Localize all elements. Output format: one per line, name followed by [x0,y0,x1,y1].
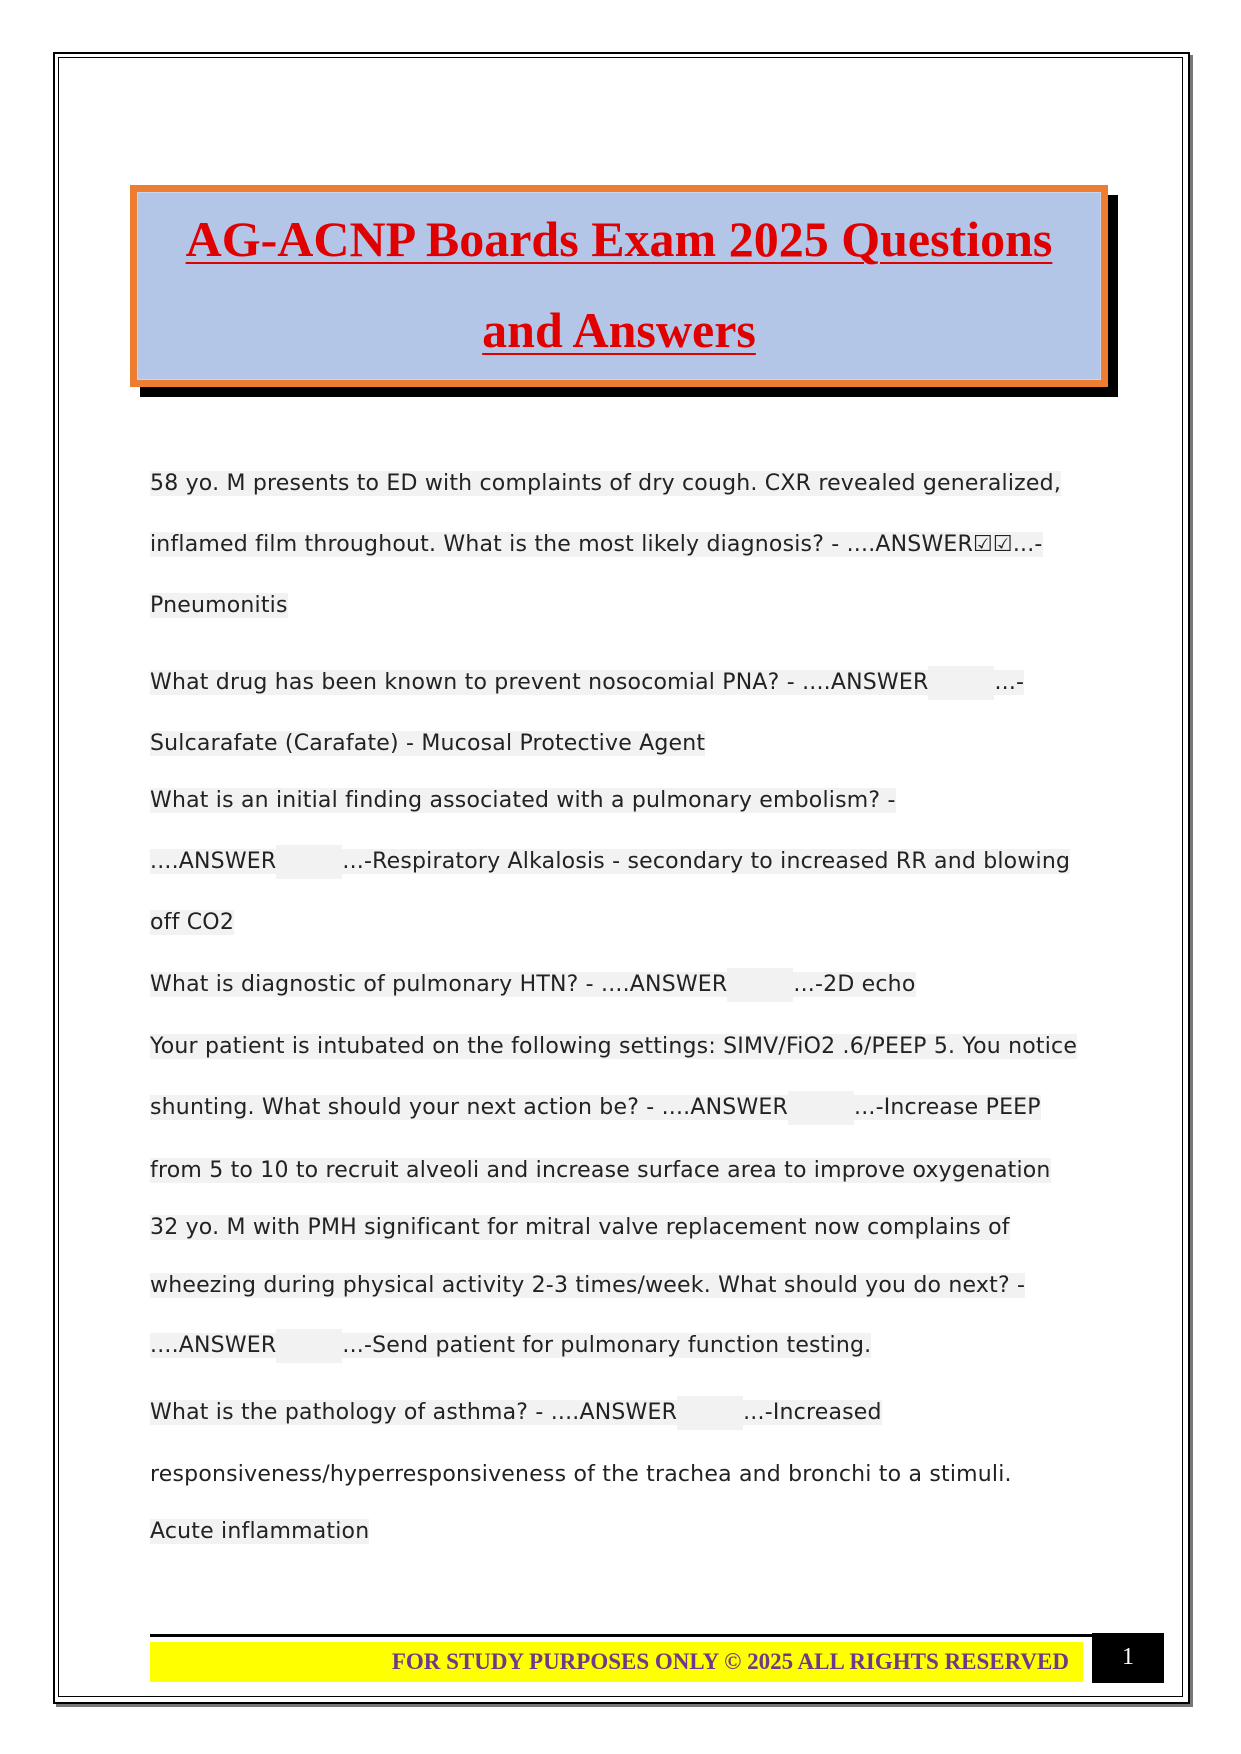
qa-6-question-line-1: 32 yo. M with PMH significant for mitral valve replacement now complains of [150,1215,1010,1240]
title-line-1: AG-ACNP Boards Exam 2025 Questions [185,211,1053,267]
qa-3-answer-line-1: ....ANSWER ...-Respiratory Alkalosis - secondary to increased RR and blowing [150,845,1070,879]
qa-6-answer: ....ANSWER ...-Send patient for pulmonary function testing. [150,1329,871,1363]
qa-3-answer-line-2: off CO2 [150,910,235,935]
qa-1-answer: Pneumonitis [150,593,288,618]
footer-copyright: FOR STUDY PURPOSES ONLY © 2025 ALL RIGHTS RESERVED [391,1649,1069,1674]
page-number: 1 [1092,1633,1164,1683]
qa-6-question-line-2: wheezing during physical activity 2-3 times/week. What should you do next? - [150,1273,1026,1298]
qa-7-answer-line-1: responsiveness/hyperresponsiveness of the trachea and bronchi to a stimuli. [150,1462,1012,1487]
footer-rule [150,1634,1093,1637]
qa-5-question-line-2: shunting. What should your next action be? - ....ANSWER ...-Increase PEEP [150,1091,1041,1125]
qa-7-question: What is the pathology of asthma? - ....ANSWER ...-Increased [150,1396,882,1430]
qa-2-answer: Sulcarafate (Carafate) - Mucosal Protective Agent [150,731,706,756]
qa-1-question-line-2: inflamed film throughout. What is the most likely diagnosis? - ....ANSWER☑☑...- [150,532,1043,557]
qa-4-question: What is diagnostic of pulmonary HTN? - ....ANSWER ...-2D echo [150,968,916,1002]
qa-5-answer: from 5 to 10 to recruit alveoli and increase surface area to improve oxygenation [150,1158,1051,1183]
title-line-2: and Answers [482,302,756,358]
qa-2-question: What drug has been known to prevent nosocomial PNA? - ....ANSWER ...- [150,666,1024,700]
document-title [137,194,1101,376]
qa-1-question-line-1: 58 yo. M presents to ED with complaints of dry cough. CXR revealed generalized, [150,471,1062,496]
qa-5-question-line-1: Your patient is intubated on the following settings: SIMV/FiO2 .6/PEEP 5. You notice [150,1034,1078,1059]
qa-3-question: What is an initial finding associated with a pulmonary embolism? - [150,788,896,813]
qa-7-answer-line-2: Acute inflammation [150,1519,370,1544]
